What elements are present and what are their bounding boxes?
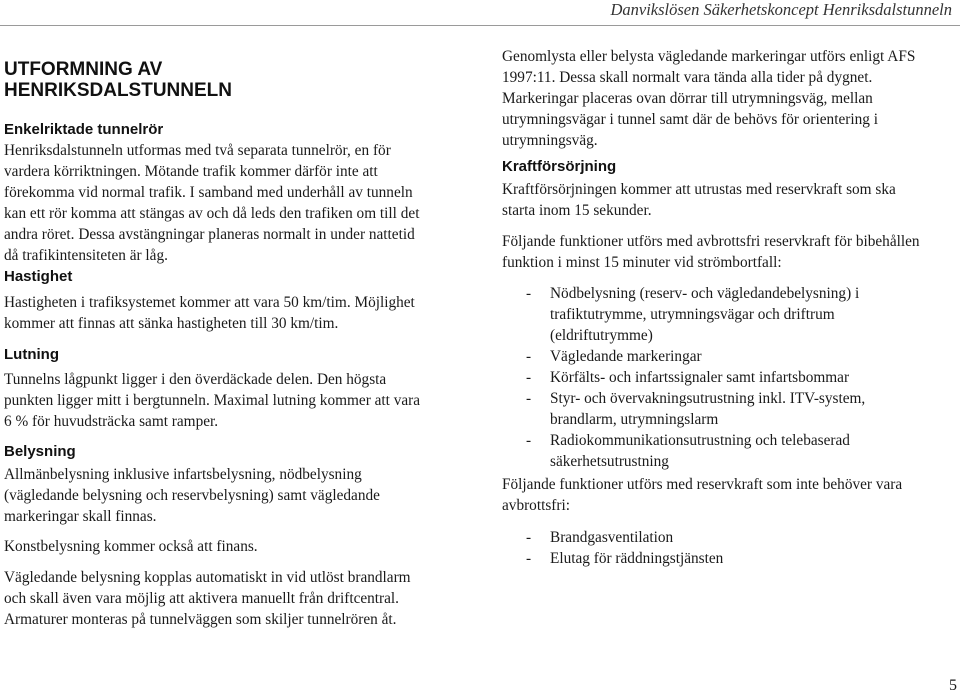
heading-kraftforsorjning: Kraftförsörjning [502,158,617,175]
paragraph-ej-avbrottsfri [502,474,902,516]
paragraph-belysning-2 [4,536,258,557]
text-line: Kraftförsörjningen kommer att utrustas med reservkraft som ska [502,181,896,198]
text-line: kan ett rör komma att stängas av och då leds den trafiken om till det [4,205,420,222]
text-line: och skall även vara möjlig att aktivera manuellt från driftcentral. [4,590,400,607]
text-line: funktion i minst 15 minuter vid strömbortfall: [502,254,782,271]
text-line: starta inom 15 sekunder. [502,202,652,219]
list-item [526,388,865,430]
paragraph-hastighet [4,292,415,334]
text-line: punkten ligger mitt i bergtunneln. Maximal lutning kommer att vara [4,392,421,409]
text-line: Allmänbelysning inklusive infartsbelysning, nödbelysning [4,466,362,483]
text-line: vardera körriktningen. Mötande trafik kommer därför inte att [4,163,378,180]
text-line: markeringar skall finnas. [4,508,157,525]
text-line: Följande funktioner utförs med avbrottsfri reservkraft för bibehållen [502,233,920,250]
text-line: - Styr- och övervakningsutrustning inkl. ITV-system, [550,390,866,407]
text-line: - Elutag för räddningstjänsten [550,550,724,567]
list-item [526,527,723,548]
paragraph-enkelriktade [4,140,419,266]
text-line: Genomlysta eller belysta vägledande markeringar utförs enligt AFS [502,48,916,65]
page-number: 5 [949,677,957,694]
list-item [526,346,865,367]
text-line: förekomma vid normal trafik. I samband med underhåll av tunneln [4,184,413,201]
text-line: då trafikintensiteten är låg. [4,247,168,264]
text-line: Henriksdalstunneln utformas med två separata tunnelrör, en för [4,142,391,159]
text-line: utrymningsväg. [502,132,598,149]
ups-function-list [526,283,865,472]
list-item [526,367,865,388]
backup-function-list [526,527,723,569]
chapter-title-line: UTFORMNING AV [4,59,163,80]
text-line: brandlarm, utrymningslarm [550,411,719,428]
text-line: - Brandgasventilation [550,529,674,546]
text-line: (vägledande belysning och reservbelysning) samt vägledande [4,487,380,504]
text-line: Hastigheten i trafiksystemet kommer att vara 50 km/tim. Möjlighet [4,294,415,311]
text-line: 6 % för huvudsträcka samt ramper. [4,413,219,430]
text-line: Konstbelysning kommer också att finans. [4,538,258,555]
paragraph-belysning-3 [4,567,411,630]
text-line: Följande funktioner utförs med reservkraft som inte behöver vara [502,476,903,493]
paragraph-lutning [4,369,420,432]
text-line: - Nödbelysning (reserv- och vägledandebelysning) i [550,285,860,302]
paragraph-reservkraft [502,179,896,221]
paragraph-belysning-1 [4,464,380,527]
text-line: trafiktutrymme, utrymningsvägar och driftrum [550,306,835,323]
text-line: 1997:11. Dessa skall normalt vara tända alla tider på dygnet. [502,69,873,86]
text-line: andra röret. Dessa avstängningar planeras normalt in under nattetid [4,226,415,243]
text-line: - Radiokommunikationsutrustning och telebaserad [550,432,850,449]
paragraph-markeringar [502,46,915,151]
heading-enkelriktade: Enkelriktade tunnelrör [4,121,164,138]
running-header: Danvikslösen Säkerhetskoncept Henriksdalstunneln [610,0,952,19]
paragraph-avbrottsfri [502,231,920,273]
list-item [526,283,865,346]
text-line: Vägledande belysning kopplas automatiskt in vid utlöst brandlarm [4,569,411,586]
chapter-title [4,59,232,101]
text-line: säkerhetsutrustning [550,453,669,470]
heading-hastighet: Hastighet [4,268,73,285]
heading-lutning: Lutning [4,346,59,363]
text-line: utrymningsvägar i tunnel samt där de behövs för orientering i [502,111,878,128]
text-line: Armaturer monteras på tunnelväggen som skiljer tunnelrören åt. [4,611,397,628]
text-line: Tunnelns lågpunkt ligger i den överdäckade delen. Den högsta [4,371,387,388]
text-line: kommer att finnas att sänka hastigheten till 30 km/tim. [4,315,339,332]
list-item [526,430,865,472]
text-line: - Vägledande markeringar [550,348,702,365]
text-line: (eldriftutrymme) [550,327,653,344]
text-line: avbrottsfri: [502,497,570,514]
heading-belysning: Belysning [4,443,76,460]
text-line: Markeringar placeras ovan dörrar till utrymningsväg, mellan [502,90,873,107]
chapter-title-line: HENRIKSDALSTUNNELN [4,80,232,101]
list-item [526,548,723,569]
header-rule [0,25,960,26]
text-line: - Körfälts- och infartssignaler samt infartsbommar [550,369,850,386]
